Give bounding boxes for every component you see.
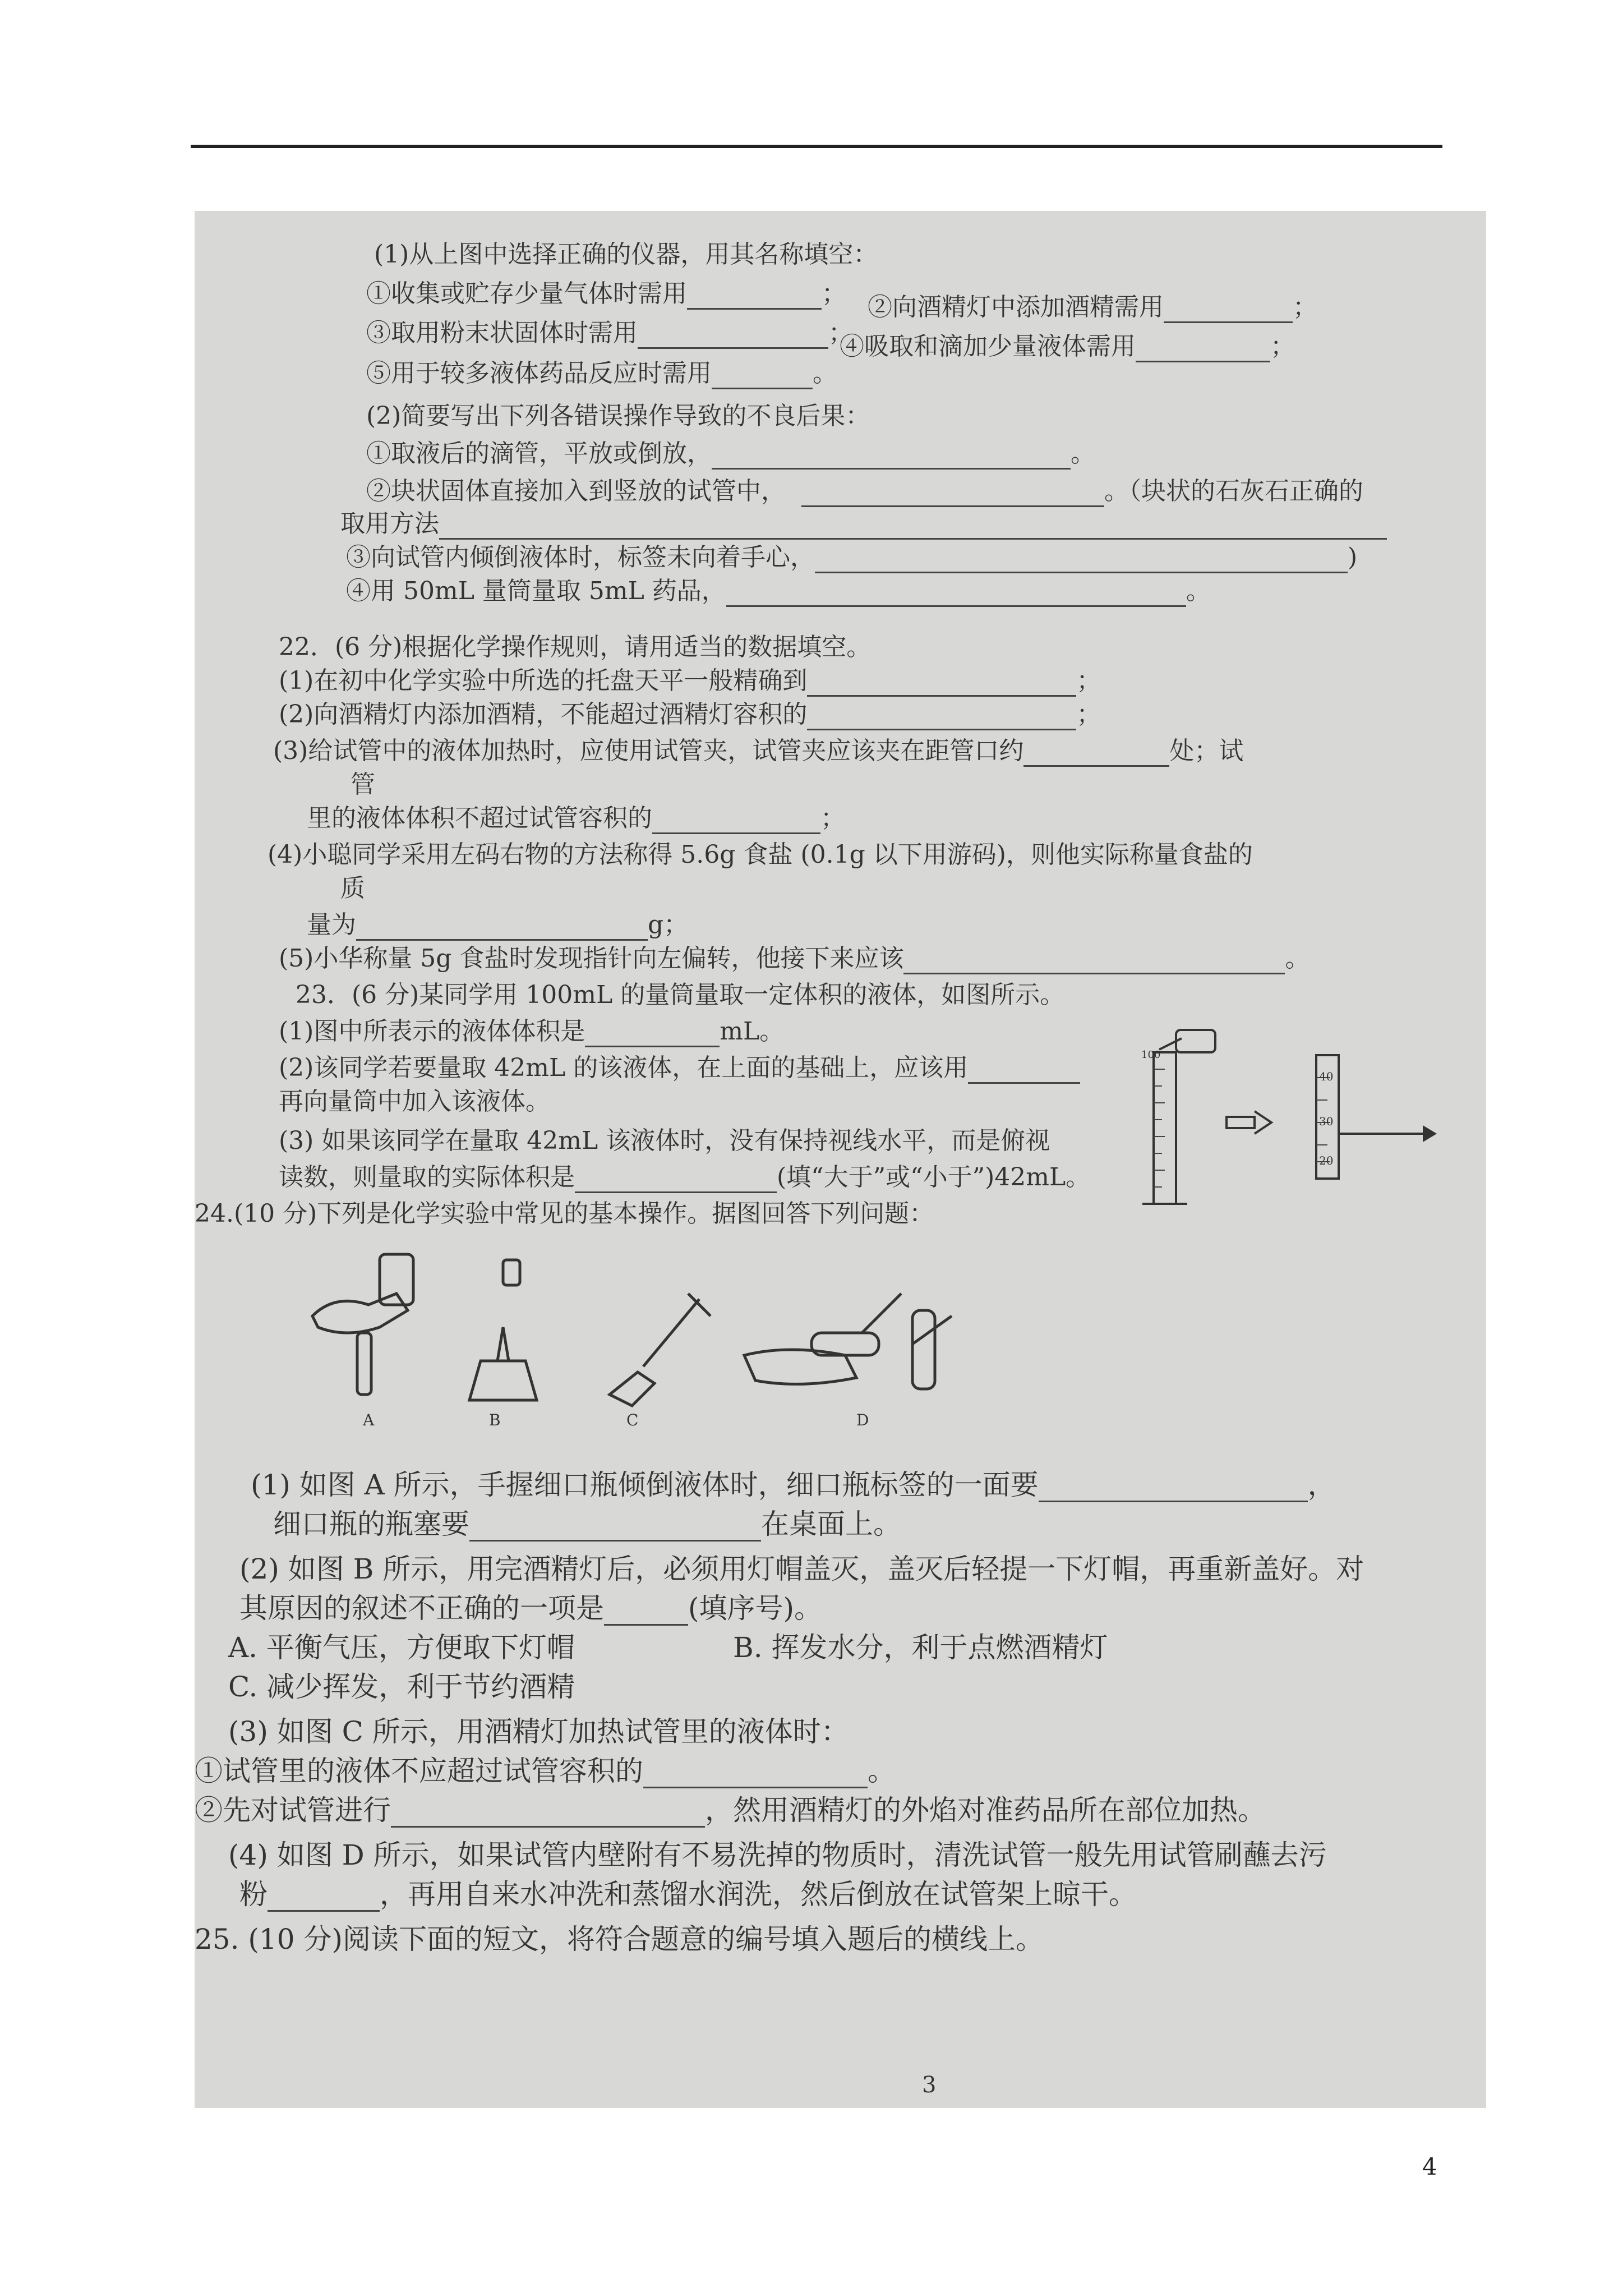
q21-2c: ③向试管内倾倒液体时，标签未向着手心， ) bbox=[346, 542, 1357, 573]
cyl-top-mark: 100 bbox=[1141, 1049, 1161, 1061]
q22-1: (1)在初中化学实验中所选的托盘天平一般精确到 ； bbox=[279, 665, 1101, 697]
q24-3: (3) 如图 C 所示，用酒精灯加热试管里的液体时： bbox=[228, 1715, 849, 1748]
cyl-mark-40: 40 bbox=[1319, 1070, 1334, 1083]
q24-title: 24.(10 分)下列是化学实验中常见的基本操作。据图回答下列问题： bbox=[195, 1199, 934, 1228]
page-number: 4 bbox=[1422, 2153, 1437, 2180]
q22-3-guan: 管 bbox=[351, 770, 375, 799]
q21-part1: (1)从上图中选择正确的仪器，用其名称填空： bbox=[374, 240, 878, 269]
q23-2-cont: 再向量筒中加入该液体。 bbox=[279, 1087, 550, 1116]
q21-2b-method: 取用方法 bbox=[340, 508, 1387, 540]
graduated-cylinder-figure bbox=[1131, 1024, 1479, 1221]
header-rule bbox=[191, 145, 1442, 148]
q23-1: (1)图中所表示的液体体积是 mL。 bbox=[279, 1016, 784, 1047]
cyl-mark-30: 30 bbox=[1319, 1115, 1334, 1128]
q24-2-cont: 其原因的叙述不正确的一项是 (填序号)。 bbox=[239, 1592, 823, 1625]
q21-part2: (2)简要写出下列各错误操作导致的不良后果： bbox=[366, 402, 870, 430]
q24-1-cont: 细口瓶的瓶塞要 在桌面上。 bbox=[273, 1508, 901, 1540]
q21-1a: ①收集或贮存少量气体时需用 ； bbox=[366, 278, 846, 310]
q24-4: (4) 如图 D 所示，如果试管内壁附有不易洗掉的物质时，清洗试管一般先用试管刷蘸去污 bbox=[228, 1839, 1327, 1871]
cyl-mark-20: 20 bbox=[1319, 1154, 1334, 1167]
figure-label-c: C bbox=[626, 1411, 639, 1429]
scanned-page-photo bbox=[195, 211, 1486, 2108]
q22-4: (4)小聪同学采用左码右物的方法称得 5.6g 食盐 (0.1g 以下用游码)，则他实际称量食盐的 bbox=[268, 840, 1253, 869]
q21-2d: ④用 50mL 量筒量取 5mL 药品， 。 bbox=[346, 576, 1211, 607]
q24-3b: ②先对试管进行 ，然用酒精灯的外焰对准药品所在部位加热。 bbox=[195, 1794, 1266, 1826]
figure-label-a: A bbox=[363, 1411, 375, 1429]
q22-5: (5)小华称量 5g 食盐时发现指针向左偏转，他接下来应该 。 bbox=[279, 943, 1310, 974]
lab-operations-figure bbox=[296, 1232, 1137, 1434]
q22-2: (2)向酒精灯内添加酒精，不能超过酒精灯容积的 ； bbox=[279, 699, 1101, 730]
q24-1: (1) 如图 A 所示，手握细口瓶倾倒液体时，细口瓶标签的一面要 ， bbox=[251, 1469, 1336, 1501]
q22-4-cont: 量为 g； bbox=[307, 909, 688, 941]
q23-3: (3) 如果该同学在量取 42mL 该液体时，没有保持视线水平，而是俯视 bbox=[279, 1126, 1050, 1155]
q24-2: (2) 如图 B 所示，用完酒精灯后，必须用灯帽盖灭，盖灭后轻提一下灯帽，再重新盖好。对 bbox=[239, 1553, 1364, 1585]
q24-3a: ①试管里的液体不应超过试管容积的 。 bbox=[195, 1755, 896, 1787]
q25-title: 25. (10 分)阅读下面的短文，将符合题意的编号填入题后的横线上。 bbox=[195, 1923, 1044, 1955]
q21-1e: ⑤用于较多液体药品反应时需用 。 bbox=[366, 358, 837, 389]
q22-3-cont: 里的液体体积不超过试管容积的 ； bbox=[307, 803, 845, 834]
q22-title: 22．(6 分)根据化学操作规则，请用适当的数据填空。 bbox=[279, 633, 872, 661]
q23-3-cont: 读数，则量取的实际体积是 (填“大于”或“小于”)42mL。 bbox=[279, 1162, 1090, 1193]
q21-1c: ③取用粉末状固体时需用 ； bbox=[366, 318, 853, 349]
q23-title: 23．(6 分)某同学用 100mL 的量筒量取一定体积的液体，如图所示。 bbox=[296, 981, 1065, 1009]
q24-4-cont: 粉 ，再用自来水冲洗和蒸馏水润洗，然后倒放在试管架上晾干。 bbox=[239, 1878, 1137, 1911]
q22-3: (3)给试管中的液体加热时，应使用试管夹，试管夹应该夹在距管口约 处；试 bbox=[273, 735, 1243, 767]
q24-2-option-c: C. 减少挥发，利于节约酒精 bbox=[228, 1671, 575, 1703]
q24-2-option-a: A. 平衡气压，方便取下灯帽 bbox=[228, 1631, 575, 1664]
q21-2a: ①取液后的滴管，平放或倒放， 。 bbox=[366, 438, 1095, 470]
q21-2b: ②块状固体直接加入到竖放的试管中， 。（块状的石灰石正确的 bbox=[366, 476, 1363, 507]
q21-1d: ④吸取和滴加少量液体需用 ； bbox=[840, 331, 1295, 362]
figure-label-b: B bbox=[489, 1411, 501, 1429]
q24-2-option-b: B. 挥发水分，利于点燃酒精灯 bbox=[733, 1631, 1108, 1664]
q23-2: (2)该同学若要量取 42mL 的该液体，在上面的基础上，应该用 bbox=[279, 1052, 1080, 1084]
figure-label-d: D bbox=[856, 1411, 869, 1429]
inner-page-number: 3 bbox=[922, 2072, 937, 2098]
q21-1b: ②向酒精灯中添加酒精需用 ； bbox=[868, 292, 1317, 323]
q22-4-zhi: 质 bbox=[340, 874, 365, 903]
